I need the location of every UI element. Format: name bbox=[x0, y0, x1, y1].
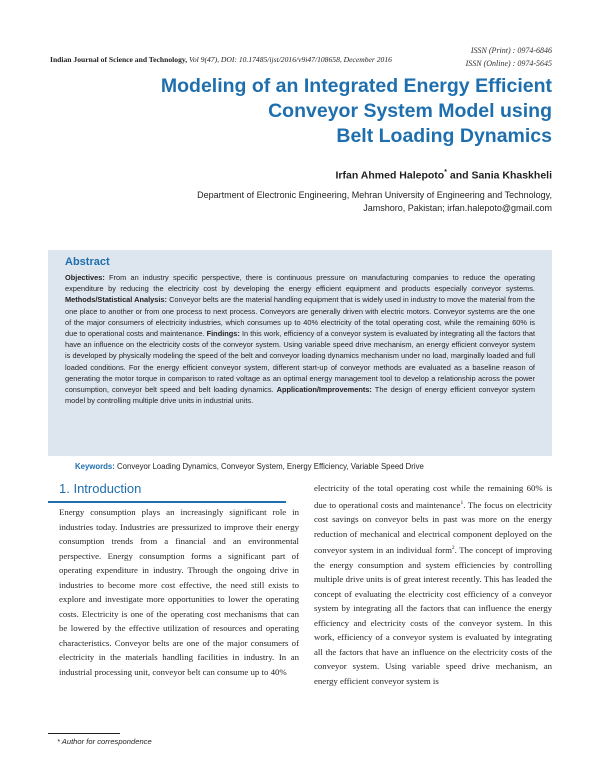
footnote-rule bbox=[48, 733, 120, 734]
issn-block bbox=[466, 44, 552, 70]
issn-online: ISSN (Online) : 0974-5645 bbox=[465, 59, 552, 68]
author-primary: Irfan Ahmed Halepoto bbox=[335, 169, 445, 182]
affiliation bbox=[192, 189, 552, 215]
title-line-3: Belt Loading Dynamics bbox=[336, 125, 552, 147]
methods-text: Conveyor belts are the material handling equipment that is widely used in industry to move the material from the one place to another or from one process to next process. Conveyors are generally driven with electric motors. Conveyor systems are the one of the major consumers of electricity industries, which consumes up to 40% electricity of the total operating cost, while the remaining 60% is due to operational costs and maintenance. bbox=[65, 295, 535, 339]
journal-name: Indian Journal of Science and Technology, bbox=[50, 55, 188, 64]
introduction-heading: 1. Introduction bbox=[59, 481, 142, 496]
journal-citation bbox=[50, 55, 392, 64]
corresponding-mark: * bbox=[444, 169, 447, 176]
body-right-part-3: . The concept of improving the energy consumption and system efficiencies by controlling multiple drive units is of great interest recently. This has leaded the concept of evaluating the electricity cost efficiency of a conveyor system by integrating all the factors that can influence the energy efficiency and electricity costs of the conveyor system. In this work, efficiency of a conveyor system is evaluated by integrating all the factors that have an influence on the electricity costs of the conveyor system. Using variable speed drive mechanism, an energy efficient conveyor system is bbox=[314, 545, 552, 686]
body-right-part-2: . The focus on electricity cost savings on conveyor belts in past was more on the energy reduction of mechanical and electrical component deployed on the conveyor system in an individual form bbox=[314, 499, 553, 556]
keywords bbox=[75, 462, 424, 471]
body-right-part-1: electricity of the total operating cost while the remaining 60% is due to operational costs and maintenance bbox=[314, 483, 552, 510]
author-list bbox=[336, 169, 552, 182]
keywords-text: Conveyor Loading Dynamics, Conveyor System, Energy Efficiency, Variable Speed Drive bbox=[114, 462, 424, 471]
section-rule bbox=[48, 501, 286, 503]
author-secondary: and Sania Khaskheli bbox=[446, 169, 552, 182]
body-column-right bbox=[314, 481, 552, 689]
footnote: * Author for correspondence bbox=[57, 737, 152, 746]
issn-print: ISSN (Print) : 0974-6846 bbox=[470, 46, 552, 55]
paper-title bbox=[132, 74, 552, 149]
affiliation-line-1: Department of Electronic Engineering, Mehran University of Engineering and Technology, bbox=[197, 190, 552, 200]
application-text: The design of energy efficient conveyor system model by controlling multiple drive units in industrial units. bbox=[65, 385, 536, 406]
findings-text: In this work, efficiency of a conveyor system is evaluated by integrating all the factors that have an influence on the electricity costs of the conveyor system. Using variable speed drive mechanism, an energy efficient conveyor system is developed by physically modeling the speed of the belt and conveyor loading dynamics mechanism under no load, marginally loaded and full loaded conditions. For the energy efficient conveyor system, different start-up of conveyor methods are evaluated as a baseline reason of generating the motor torque in comparison to rated voltage as an optimal energy management tool to develop a relationship across the power consumption, conveyor belt speed and belt loading dynamics. bbox=[65, 329, 535, 395]
journal-meta: Vol 9(47), DOI: 10.17485/ijst/2016/v9i47/108658, December 2016 bbox=[187, 55, 392, 64]
citation-1: 1 bbox=[460, 499, 464, 506]
abstract-body bbox=[65, 272, 535, 406]
methods-label: Methods/Statistical Analysis: bbox=[65, 295, 168, 305]
objectives-text: From an industry specific perspective, there is continuous pressure on manufacturing companies to reduce the operating expenditure by reducing the electricity cost by developing the energy efficient equipment and products especially conveyor systems. bbox=[65, 273, 535, 294]
body-column-left: Energy consumption plays an increasingly significant role in industries today. Industries are pressurized to improve their energy consumption trends from a financial and an environmental perspective. Energy consumption forms a significant part of operating expenditure in industry. Through the ongoing drive in industries to become more cost effective, the need still exists to explore and investigate more opportunities to lower the operating costs. Electricity is one of the operating cost mechanisms that can be lowered by the effective utilization of resources and operating characteristics. Conveyor belts are one of the major consumers of electricity in the materials handling facilities in industry. In an industrial processing unit, conveyor belt can consume up to 40% bbox=[59, 507, 299, 678]
citation-2: 2 bbox=[451, 545, 455, 552]
abstract-box bbox=[48, 250, 552, 456]
affiliation-line-2: Jamshoro, Pakistan; irfan.halepoto@gmail.com bbox=[363, 203, 552, 213]
title-line-2: Conveyor System Model using bbox=[268, 100, 552, 122]
findings-label: Findings: bbox=[206, 329, 240, 339]
application-label: Application/Improvements: bbox=[276, 385, 372, 395]
objectives-label: Objectives: bbox=[65, 273, 105, 282]
keywords-label: Keywords: bbox=[75, 462, 115, 471]
title-line-1: Modeling of an Integrated Energy Efficient bbox=[160, 75, 552, 97]
abstract-heading: Abstract bbox=[65, 256, 110, 268]
